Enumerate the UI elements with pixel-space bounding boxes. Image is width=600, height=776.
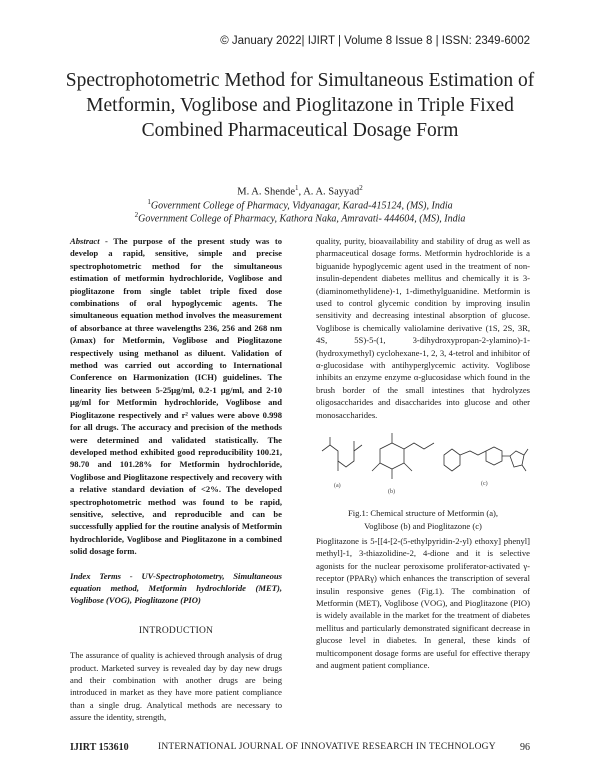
affiliation-1-sup: 1	[147, 198, 151, 206]
chemical-structures-figure	[316, 425, 530, 501]
chemical-structures-drawing	[316, 425, 530, 501]
right-column	[316, 235, 530, 671]
index-terms	[70, 570, 282, 607]
footer-paper-id: IJIRT 153610	[70, 742, 129, 753]
author-separator: ,	[298, 186, 304, 198]
abstract-lead: Abstract	[70, 236, 100, 246]
journal-citation-header: © January 2022| IJIRT | Volume 8 Issue 8 | ISSN: 2349-6002	[220, 35, 530, 47]
affiliation-2-text: Government College of Pharmacy, Kathora Naka, Amravati- 444604, (MS), India	[138, 213, 466, 225]
figure-caption-line-2: Voglibose (b) and Pioglitazone (c)	[364, 520, 482, 531]
affiliation-2	[40, 209, 560, 225]
figure-caption	[316, 507, 530, 532]
introduction-heading: INTRODUCTION	[138, 625, 214, 636]
paper-title: Spectrophotometric Method for Simultaneous Estimation of Metformin, Voglibose and Pioglitazone in Triple Fixed Combined Pharmaceutical Dosage Form	[65, 70, 535, 141]
author-1-sup: 1	[295, 184, 299, 192]
author-2-sup: 2	[359, 184, 363, 192]
index-terms-text: - UV-Spectrophotometry, Simultaneous equation method, Metformin hydrochloride (MET), Voglibose (VOG), Pioglitazone (PIO)	[70, 570, 282, 606]
figure-label-c: (c)	[481, 481, 488, 488]
author-2: A. A. Sayyad	[303, 186, 360, 198]
affiliation-2-sup: 2	[134, 211, 139, 219]
introduction-paragraph-1: The assurance of quality is achieved through analysis of drug product. Marketed survey is revealed day by day new drugs and their combination with another drugs are being introduced in market as they have more patient compliance than a single drug. Analytical methods are necessary to assure the identity, strength,	[70, 650, 282, 723]
abstract-text: - The purpose of the present study was to develop a rapid, sensitive, simple and precise spectrophotometric method for the simultaneous estimation of metformin hydrochloride, Voglibose and pioglitazone from single tablet triple fixed dose combinations of oral hypoglycemic agents. The simultaneous equation method involves the measurement of absorbance at three wavelengths 236, 256 and 268 nm (λmax) for Metformin, Voglibose and Pioglitazone respectively using methanol as diluent. Validation of method was carried out according to International Conference on Harmonization (ICH) guidelines. The linearity lies between 5-25μg/ml, 0.2-1 μg/ml, and 2-10 μg/ml for Metformin hydrochloride, Voglibose and Pioglitazone respectively and r² values were above 0.998 for all drugs. The accuracy and precision of the methods were determined and validated statistically. The developed method exhibited good reproducibility 100.21, 98.70 and 101.28% for Metformin hydrochloride, Voglibose and Pioglitazone respectively and recovery with a relative standard deviation of <2%. The developed spectrophotometric method was found to be rapid, sensitive, selective, and reproducible and can be successfully applied for the routine analysis of Metformin hydrochloride, Voglibose and Pioglitazone in a combined solid dosage form.	[70, 236, 282, 557]
author-1: M. A. Shende	[237, 186, 296, 198]
introduction-paragraph-2: quality, purity, bioavailability and stability of drug as well as pharmaceutical dosage forms. Metformin hydrochloride is a biguanide hypoglycemic agent used in the treatment of non-insulin-dependent diabetes mellitus and chemically it is 3-(diaminomethylidene)-1, 1-dimethylguanidine. Metformin is used to control glycemic condition by improving insulin sensitivity and decreasing intestinal absorption of glucose. Voglibose is chemically valiolamine derivative (1S, 2S, 3R, 4S, 5S)-5-(1, 3-dihydroxypropan-2-ylamino)-1-(hydroxymethyl) cyclohexane-1, 2, 3, 4-tetrol and inhibitor of α-glucosidase with antihyperglycemic activity. Voglibose inhibits an enzyme enzyme α-glucosidase which found in the brush border of the small intestines that hydrolyzes oligosaccharides and disaccharides into glucose and other monosaccharides.	[316, 236, 530, 420]
figure-label-b: (b)	[388, 489, 395, 496]
footer-journal-name: INTERNATIONAL JOURNAL OF INNOVATIVE RESEARCH IN TECHNOLOGY	[158, 742, 496, 752]
abstract	[70, 235, 282, 558]
footer-page-number: 96	[520, 742, 530, 753]
left-column	[70, 235, 282, 724]
figure-caption-line-1: Fig.1: Chemical structure of Metformin (a),	[347, 508, 499, 519]
affiliation-1-text: Government College of Pharmacy, Vidyanagar, Karad-415124, (MS), India	[150, 200, 453, 212]
index-terms-lead: Index Terms	[70, 570, 121, 581]
introduction-paragraph-3: Pioglitazone is 5-[[4-[2-(5-ethylpyridin-2-yl) ethoxy] phenyl] methyl]-1, 3-thiazolidine-2, 4-dione and it is selective agonists for the nuclear peroxisome proliferator-activated γ-receptor (PPARγ) which enhances the transcription of several insulin responsive genes (Fig.1). The combination of Metformin (MET), Voglibose (VOG), and Pioglitazone (PIO) is widely available in the market for the treatment of diabetes mellitus and particularly demonstrated significant decrease in glucose level in diabetes. In general, these kinds of multicomponent dosage forms are useful for effective therapy and augment patient compliance.	[316, 535, 530, 670]
figure-label-a: (a)	[334, 483, 341, 490]
